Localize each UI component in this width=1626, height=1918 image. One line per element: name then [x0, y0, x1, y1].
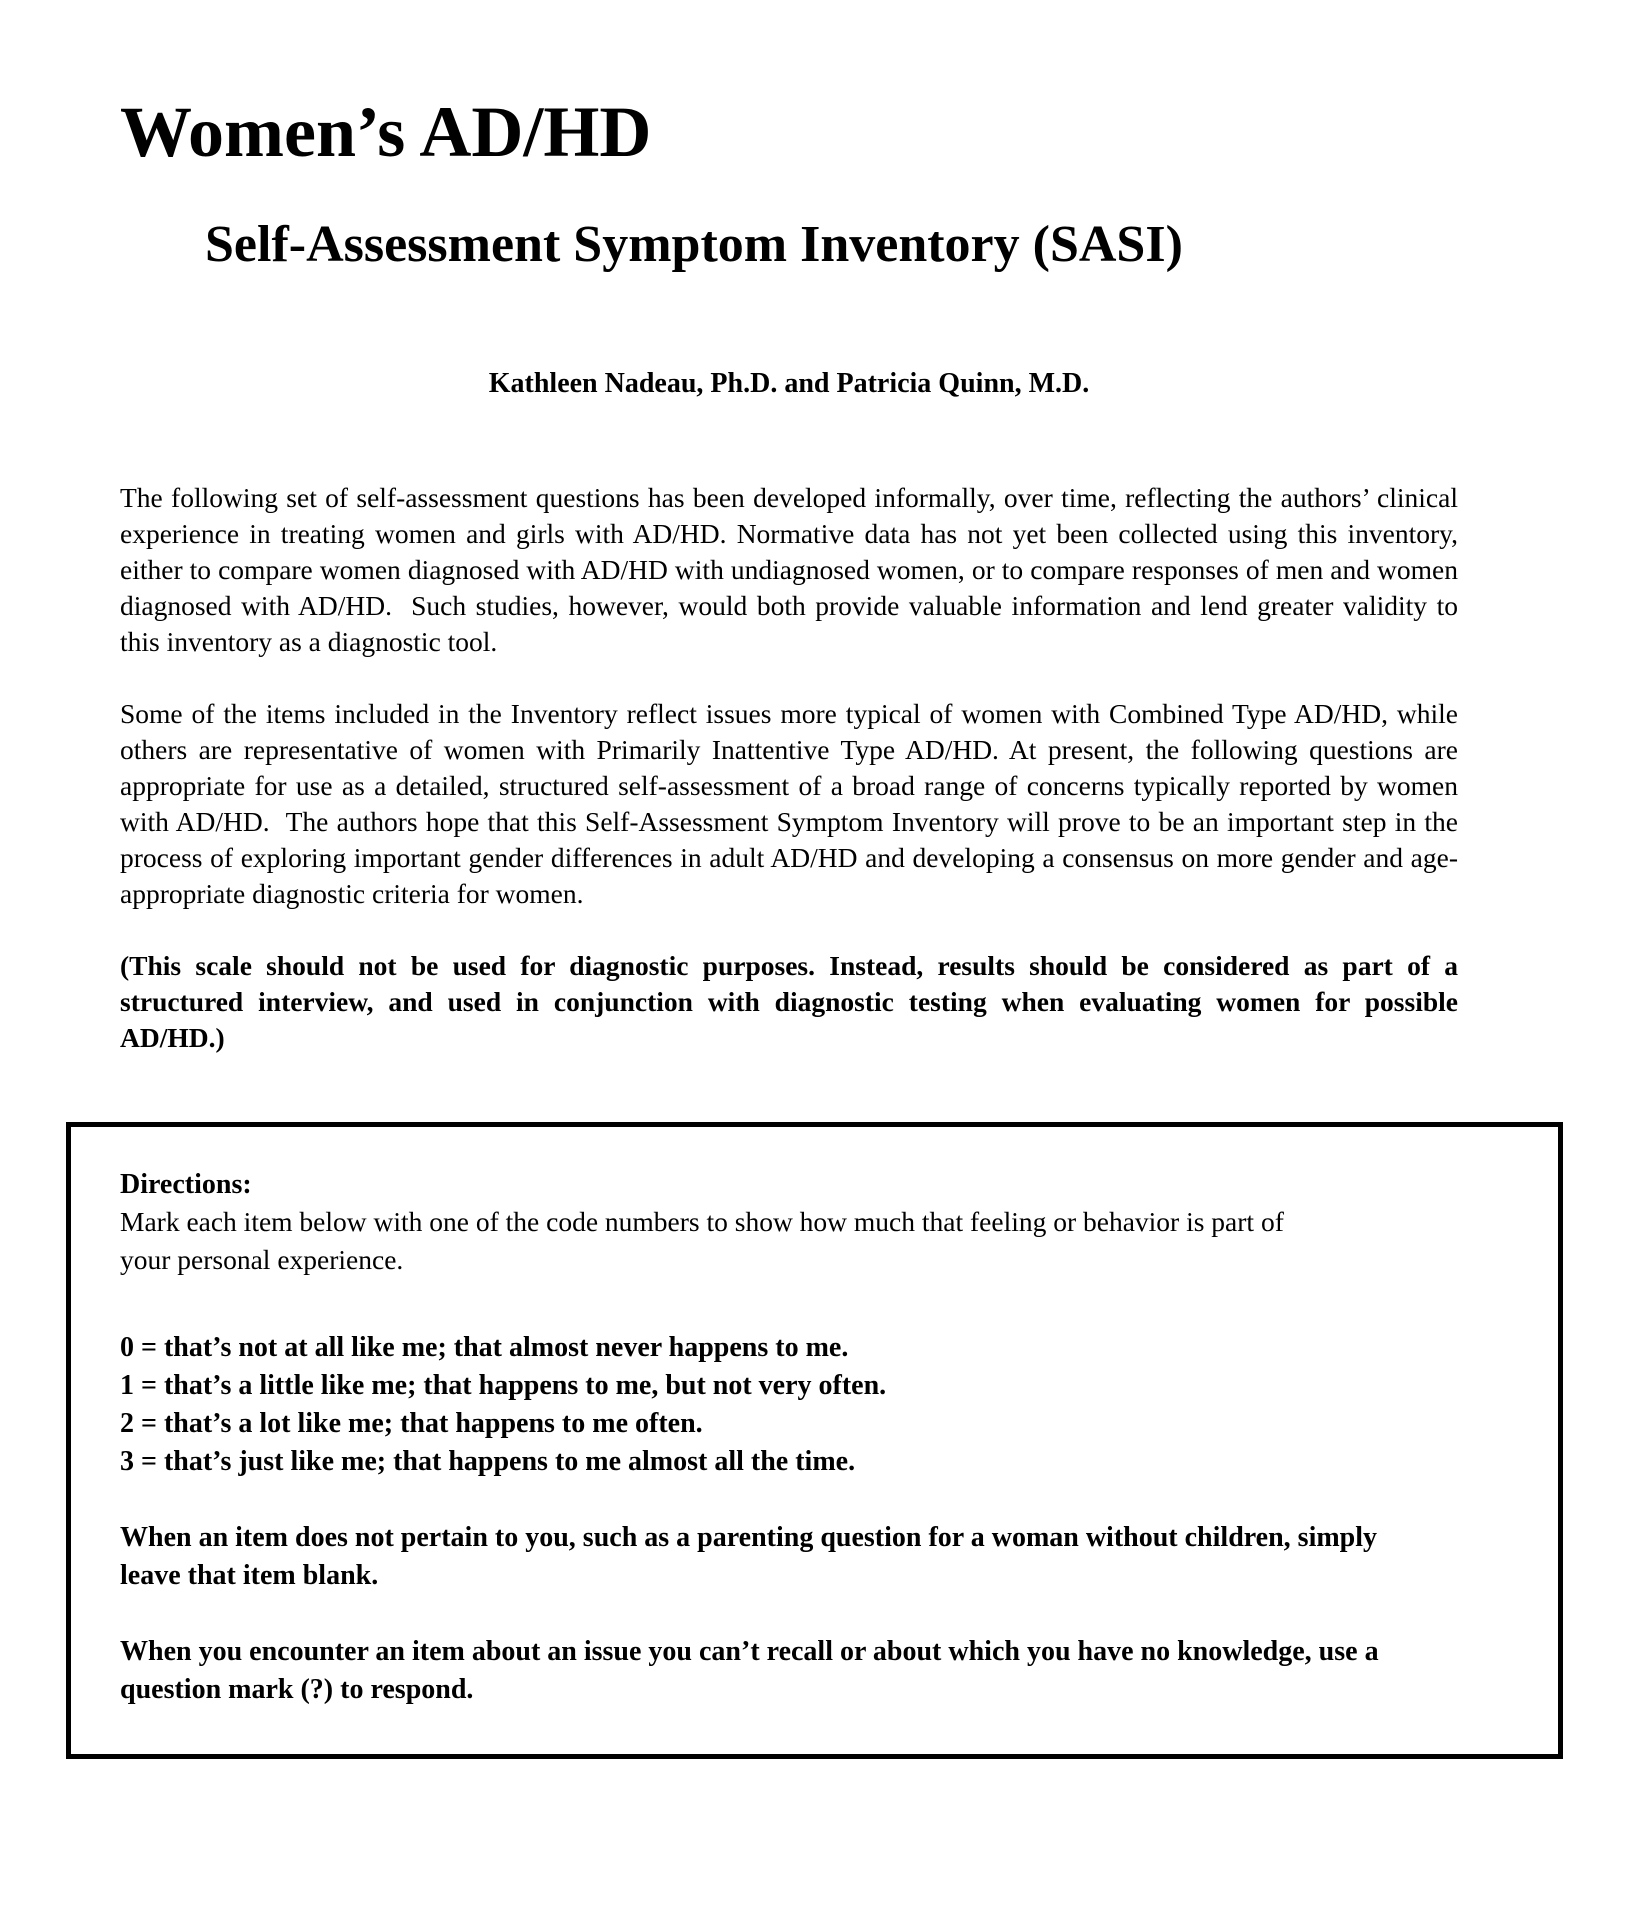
rating-code-list — [120, 1329, 1420, 1481]
rating-code-2: 2 = that’s a lot like me; that happens to me often. — [120, 1408, 703, 1439]
page-title: Women’s AD/HD — [120, 92, 652, 172]
page-subtitle: Self-Assessment Symptom Inventory (SASI) — [205, 216, 1183, 273]
paragraph-disclaimer: (This scale should not be used for diagnostic purposes. Instead, results should be considered as part of a structured interview, and used in conjunction with diagnostic testing when evaluating women for possible AD/HD.) — [120, 950, 1465, 1053]
directions-heading: Directions: — [120, 1169, 252, 1200]
directions-intro: Mark each item below with one of the code numbers to show how much that feeling or behavior is part of your personal experience. — [120, 1206, 1284, 1275]
rating-code-0: 0 = that’s not at all like me; that almost never happens to me. — [120, 1332, 849, 1363]
byline-authors: Kathleen Nadeau, Ph.D. and Patricia Quinn, M.D. — [488, 368, 1090, 399]
note-question-mark: When you encounter an item about an issue you can’t recall or about which you have no knowledge, use a question mark (?) to respond. — [120, 1636, 1379, 1705]
paragraph-overview: The following set of self-assessment questions has been developed informally, over time, reflecting the authors’ clinical experience in treating women and girls with AD/HD. Normative data has not yet been collected using this inventory, either to compare women diagnosed with AD/HD with undiagnosed women, or to compare responses of men and women diagnosed with AD/HD. Such studies, however, would both provide valuable information and lend greater validity to this inventory as a diagnostic tool. — [120, 482, 1465, 657]
note-blank-items: When an item does not pertain to you, such as a parenting question for a woman without children, simply leave that item blank. — [120, 1522, 1378, 1591]
directions-box — [66, 1122, 1563, 1759]
rating-code-3: 3 = that’s just like me; that happens to me almost all the time. — [120, 1446, 856, 1477]
paragraph-item-types: Some of the items included in the Inventory reflect issues more typical of women with Combined Type AD/HD, while others are representative of women with Primarily Inattentive Type AD/HD. At present, the following questions are appropriate for use as a detailed, structured self-assessment of a broad range of concerns typically reported by women with AD/HD. The authors hope that this Self-Assessment Symptom Inventory will prove to be an important step in the process of exploring important gender differences in adult AD/HD and developing a consensus on more gender and age-appropriate diagnostic criteria for women. — [120, 698, 1465, 909]
rating-code-1: 1 = that’s a little like me; that happens to me, but not very often. — [120, 1370, 887, 1401]
